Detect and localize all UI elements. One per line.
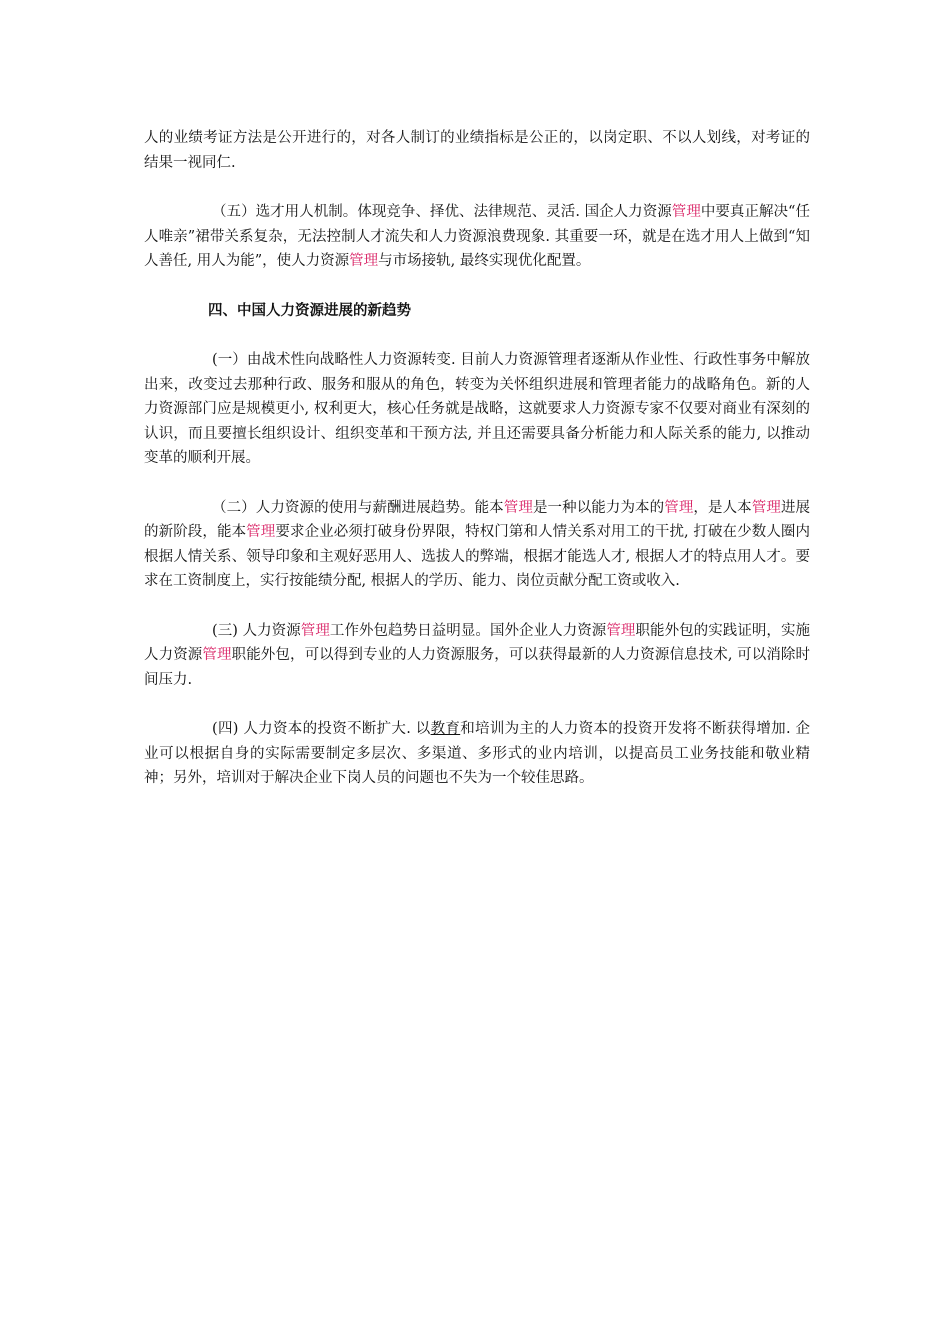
text-run: (一）由战术性向战略性人力资源转变. 目前人力资源管理者逐渐从作业性、行政性事务中解放出来，改变过去那种行政、服务和服从的角色，转变为关怀组织进展和管理者能力的战略角色。新的人力资源部门应是规模更小, 权利更大，核心任务就是战略，这就要求人力资源专家不仅要对商业有深刻的认识，而且要擅长组织设计、组织变革和干预方法, 并且还需要具备分析能力和人际关系的能力, 以推动变革的顺利开展。 <box>144 352 810 466</box>
text-run: 职能外包的实践证明，实施人力资源 <box>144 622 811 663</box>
keyword-link[interactable]: 管理 <box>664 499 694 516</box>
paragraph-talent-selection <box>144 200 810 274</box>
paragraph-human-capital-investment <box>144 717 810 791</box>
keyword-link[interactable]: 教育 <box>430 721 461 737</box>
text-run: （五）选才用人机制。体现竞争、择优、法律规范、灵活. 国企人力资源 <box>212 204 672 220</box>
keyword-link[interactable]: 管理 <box>751 499 781 516</box>
heading-text: 四、中国人力资源进展的新趋势 <box>208 302 411 319</box>
text-run: 是一种以能力为本的 <box>532 499 665 516</box>
document-page <box>144 126 810 816</box>
text-run: 要求企业必须打破身份界限，特权门第和人情关系对用工的干扰, 打破在少数人圈内根据人情关系、领导印象和主观好恶用人、选拔人的弊端，根据才能选人才, 根据人才的特点用人才。要求在工资制度上，实行按能绩分配, 根据人的学历、能力、岗位贡献分配工资或收入. <box>144 524 811 589</box>
keyword-link[interactable]: 管理 <box>671 204 701 220</box>
text-run: ，是人本 <box>693 499 752 516</box>
paragraph-outsourcing-trend <box>144 619 810 693</box>
text-run: 和培训为主的人力资本的投资开发将不断获得增加. 企业可以根据自身的实际需要制定多层次、多渠道、多形式的业内培训，以提高员工业务技能和敬业精神；另外，培训对于解决企业下岗人员的问题也不失为一个较佳思路。 <box>144 721 811 786</box>
keyword-link[interactable]: 管理 <box>300 622 330 639</box>
keyword-link[interactable]: 管理 <box>202 647 232 663</box>
section-heading <box>144 299 810 324</box>
text-run: 中要真正解决“任人唯亲”裙带关系复杂，无法控制人才流失和人力资源浪费现象. 其重要一环，就是在选才用人上做到“知人善任, 用人为能”，使人力资源 <box>144 204 811 269</box>
keyword-link[interactable]: 管理 <box>246 524 276 540</box>
text-run: 职能外包，可以得到专业的人力资源服务，可以获得最新的人力资源信息技术, 可以消除时间压力. <box>144 647 811 688</box>
paragraph-performance-evaluation <box>144 126 810 175</box>
text-run: 进展的新阶段，能本 <box>144 499 811 540</box>
text-run: (三) 人力资源 <box>212 622 301 639</box>
text-run: 工作外包趋势日益明显。国外企业人力资源 <box>329 622 607 639</box>
paragraph-compensation-trend <box>144 496 810 594</box>
text-run: 与市场接轨, 最终实现优化配置。 <box>378 253 591 269</box>
text-run: (四) 人力资本的投资不断扩大. 以 <box>212 721 431 737</box>
keyword-link[interactable]: 管理 <box>606 622 636 639</box>
paragraph-strategic-hr <box>144 348 810 471</box>
text-run: （二）人力资源的使用与薪酬进展趋势。能本 <box>212 499 504 516</box>
text-run: 人的业绩考证方法是公开进行的，对各人制订的业绩指标是公正的，以岗定职、不以人划线，对考证的结果一视同仁. <box>144 130 810 171</box>
keyword-link[interactable]: 管理 <box>503 499 533 516</box>
keyword-link[interactable]: 管理 <box>349 253 379 269</box>
